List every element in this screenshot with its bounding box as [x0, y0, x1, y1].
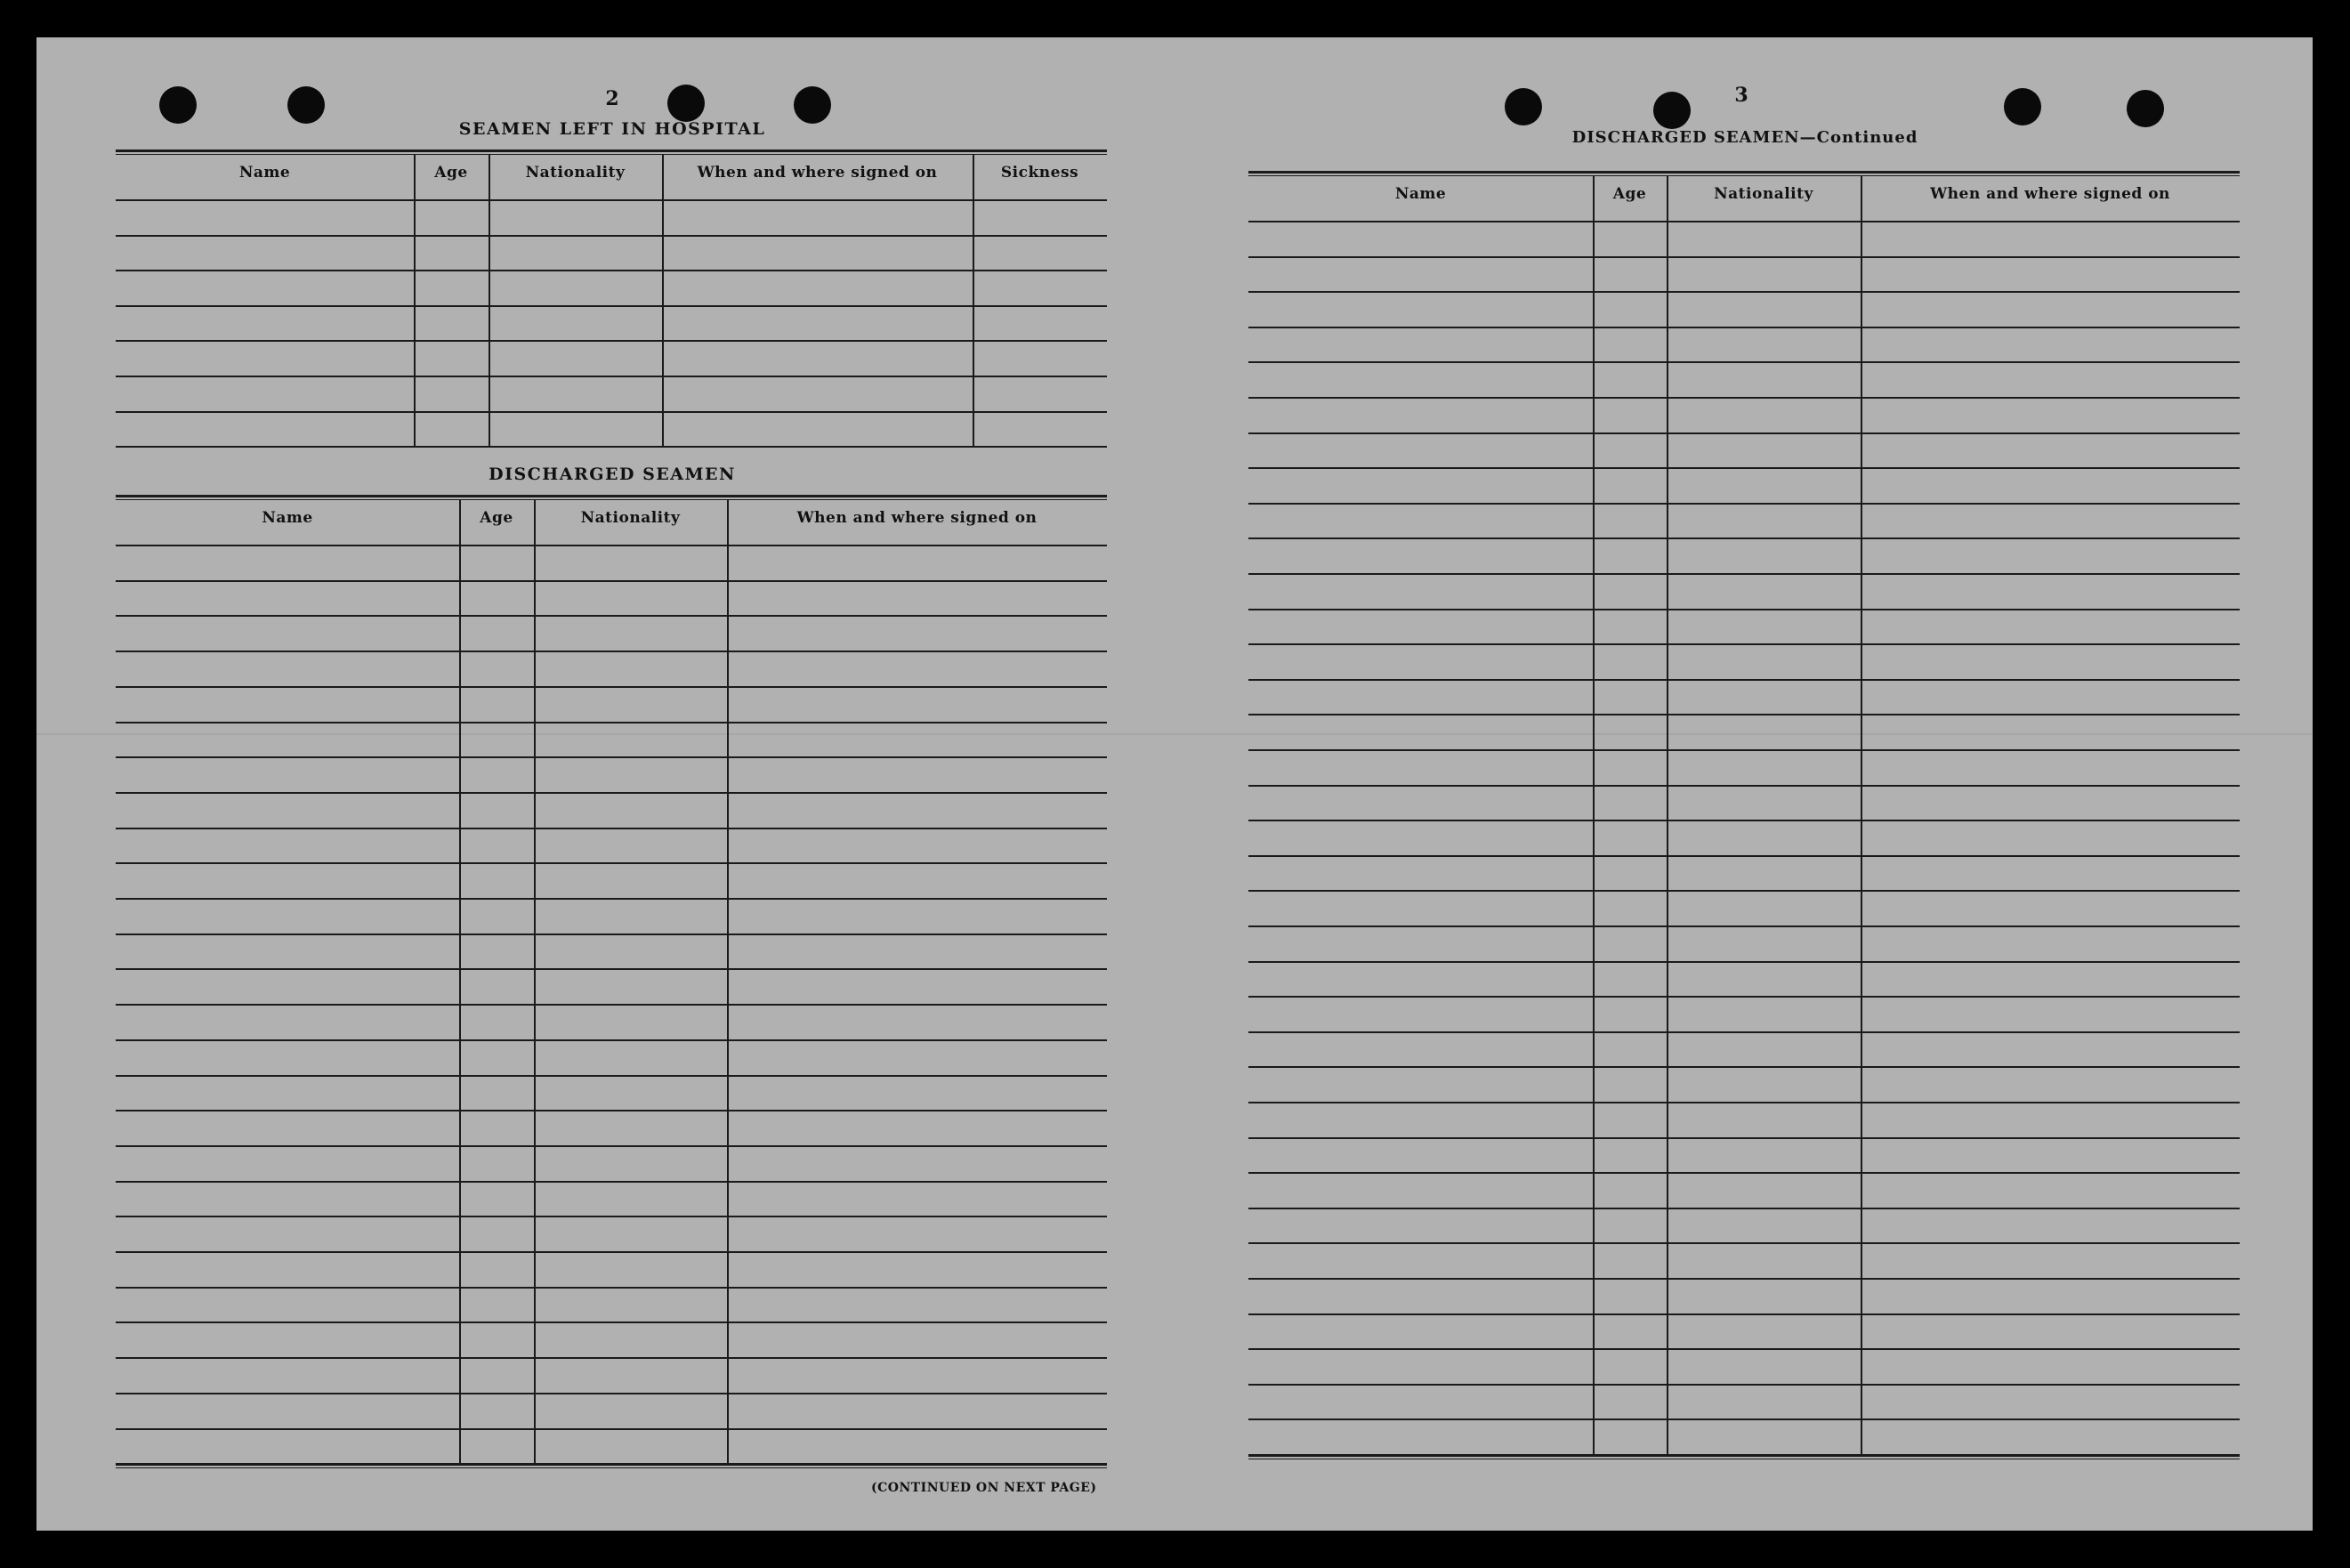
row-rule	[116, 446, 1107, 448]
table-row	[1248, 925, 2240, 961]
table-row	[116, 545, 1107, 580]
hospital-section-title: SEAMEN LEFT IN HOSPITAL	[458, 119, 766, 139]
column-header-when-and-where-signed-on: When and where signed on	[1930, 185, 2170, 203]
punch-hole	[794, 86, 831, 124]
table-row	[116, 862, 1107, 898]
column-divider	[1593, 176, 1595, 1454]
column-divider	[1861, 176, 1862, 1454]
top-rule	[116, 150, 1107, 152]
table-row	[116, 1039, 1107, 1075]
table-row	[1248, 1102, 2240, 1137]
discharged-section-title: DISCHARGED SEAMEN	[489, 465, 736, 484]
column-header-age: Age	[434, 164, 468, 182]
table-row	[116, 1181, 1107, 1216]
top-rule	[1248, 171, 2240, 174]
table-row	[116, 756, 1107, 792]
table-row	[1248, 1348, 2240, 1384]
column-divider	[973, 155, 974, 446]
column-header-name: Name	[262, 509, 313, 527]
table-row	[1248, 643, 2240, 679]
table-row	[116, 828, 1107, 863]
table-row	[116, 305, 1107, 341]
punch-hole	[667, 85, 705, 122]
table-row	[1248, 1418, 2240, 1454]
table-row	[1248, 785, 2240, 820]
column-divider	[489, 155, 490, 446]
punch-hole	[287, 86, 325, 124]
table-row	[1248, 1313, 2240, 1349]
table-row	[1248, 256, 2240, 292]
punch-hole	[1505, 88, 1542, 125]
table-row	[1248, 609, 2240, 644]
table-row	[1248, 1278, 2240, 1313]
column-divider	[727, 500, 729, 1463]
form-sheet	[36, 37, 2313, 1531]
column-divider	[459, 500, 461, 1463]
table-row	[116, 270, 1107, 305]
table-row	[116, 1251, 1107, 1287]
top-rule	[1248, 175, 2240, 176]
table-row	[1248, 503, 2240, 538]
table-row	[116, 1075, 1107, 1111]
table-row	[116, 1145, 1107, 1181]
table-row	[1248, 221, 2240, 256]
table-row	[1248, 467, 2240, 503]
table-row	[116, 1357, 1107, 1393]
column-header-nationality: Nationality	[1714, 185, 1813, 203]
table-row	[116, 934, 1107, 969]
table-row	[116, 1393, 1107, 1428]
column-header-age: Age	[1612, 185, 1647, 203]
table-row	[116, 580, 1107, 616]
column-header-when-and-where-signed-on: When and where signed on	[796, 509, 1038, 527]
table-row	[116, 199, 1107, 235]
table-row	[116, 376, 1107, 411]
column-divider	[414, 155, 416, 446]
continued-table	[1248, 171, 2240, 1511]
table-row	[116, 792, 1107, 828]
continued-note: (CONTINUED ON NEXT PAGE)	[871, 1481, 1097, 1495]
table-row	[1248, 749, 2240, 785]
table-row	[116, 722, 1107, 757]
punch-hole	[2004, 88, 2041, 125]
column-divider	[662, 155, 664, 446]
table-row	[1248, 820, 2240, 855]
table-row	[116, 411, 1107, 447]
table-row	[116, 968, 1107, 1004]
table-row	[1248, 327, 2240, 362]
table-row	[116, 340, 1107, 376]
table-row	[1248, 679, 2240, 715]
top-rule	[116, 499, 1107, 500]
top-rule	[116, 495, 1107, 497]
table-row	[1248, 714, 2240, 749]
table-row	[1248, 573, 2240, 609]
column-header-when-and-where-signed-on: When and where signed on	[697, 164, 938, 182]
column-header-nationality: Nationality	[580, 509, 681, 527]
table-row	[1248, 1208, 2240, 1243]
hospital-table	[116, 150, 1107, 488]
table-row	[116, 235, 1107, 271]
page-number-right: 3	[1734, 84, 1748, 107]
table-row	[1248, 890, 2240, 925]
punch-hole	[1653, 92, 1691, 129]
table-row	[1248, 1172, 2240, 1208]
table-row	[1248, 1137, 2240, 1173]
table-row	[1248, 996, 2240, 1031]
top-rule	[116, 154, 1107, 155]
column-header-name: Name	[238, 164, 291, 182]
table-row	[1248, 855, 2240, 891]
table-row	[1248, 1384, 2240, 1419]
table-row	[116, 1110, 1107, 1145]
table-row	[1248, 1066, 2240, 1102]
table-row	[1248, 1031, 2240, 1067]
column-header-name: Name	[1394, 185, 1447, 203]
table-row	[116, 615, 1107, 651]
bottom-rule	[1248, 1454, 2240, 1457]
table-row	[116, 686, 1107, 722]
table-row	[1248, 537, 2240, 573]
table-row	[116, 651, 1107, 686]
table-row	[116, 1287, 1107, 1322]
table-row	[1248, 291, 2240, 327]
column-header-nationality: Nationality	[525, 164, 626, 182]
table-row	[1248, 361, 2240, 397]
page-number-left: 2	[605, 87, 619, 110]
punch-hole	[2127, 90, 2164, 127]
table-row	[116, 1321, 1107, 1357]
table-row	[1248, 432, 2240, 468]
table-row	[1248, 1242, 2240, 1278]
bottom-rule	[116, 1463, 1107, 1466]
bottom-rule	[116, 1467, 1107, 1468]
column-header-age: Age	[480, 509, 513, 527]
continued-section-title: DISCHARGED SEAMEN—Continued	[1571, 128, 1918, 147]
table-row	[116, 1004, 1107, 1039]
discharged-table	[116, 495, 1107, 1509]
table-row	[1248, 397, 2240, 432]
table-row	[116, 1216, 1107, 1251]
column-header-sickness: Sickness	[1000, 164, 1079, 182]
column-divider	[534, 500, 536, 1463]
table-row	[1248, 961, 2240, 997]
punch-hole	[159, 86, 197, 124]
table-row	[116, 1428, 1107, 1464]
column-divider	[1667, 176, 1668, 1454]
table-row	[116, 898, 1107, 934]
